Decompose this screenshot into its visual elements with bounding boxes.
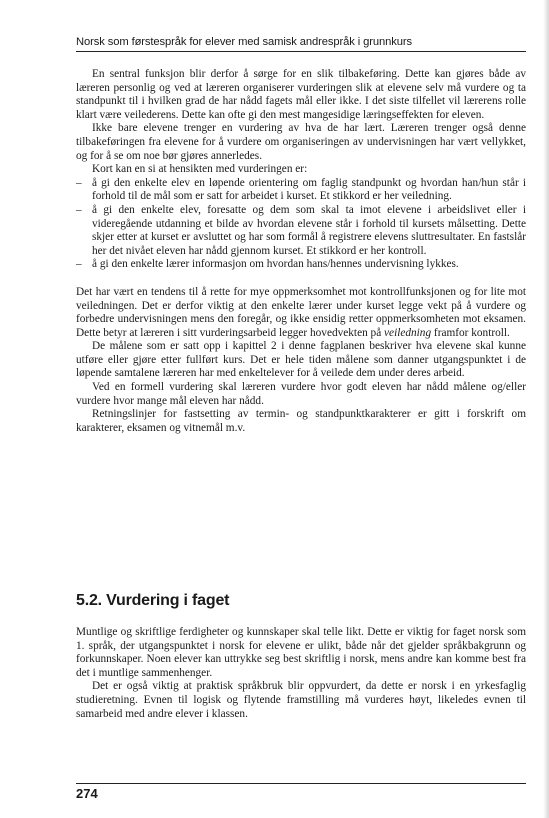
list-dash: – xyxy=(76,176,82,189)
list-item-text: å gi den enkelte elev en løpende orientering om faglig standpunkt og hvordan han/hun står i forhold til de mål som er satt for arbeidet i kurset. Et stikkord er her veiledning. xyxy=(92,176,526,203)
list-item-text: å gi den enkelte elev, foresatte og dem som skal ta imot elevene i arbeidslivet eller i videregående utdanning et bilde av hvordan elevene står i forhold til kursets målsetting. Dette skjer etter at kurset er avsluttet og har som formål å registrere elevens sluttresultater. En fastslår her det nivået eleven har nådd gjennom kurset. Et stikkord er her kontroll. xyxy=(92,203,526,257)
paragraph: Ikke bare elevene trenger en vurdering av hva de har lært. Læreren trenger også denne tilbakeføringen fra elevene for å vurdere om organiseringen av undervisningen har vært vellykket, og for å se om noe bør gjøres annerledes. xyxy=(76,122,526,162)
paragraph: De målene som er satt opp i kapittel 2 i denne fagplanen beskriver hva elevene skal kunne utføre eller gjøre etter fullført kurs. Det er hele tiden målene som danner utgangspunktet i de løpende samtalene læreren har med enkeltelever for å veilede dem under deres arbeid. xyxy=(76,340,526,380)
list-item xyxy=(76,204,526,258)
paragraph: Muntlige og skriftlige ferdigheter og kunnskaper skal telle likt. Dette er viktig for faget norsk som 1. språk, der utgangspunktet i norsk for elevene er ulikt, både når det gjelder språkbakgrunn og forkunnskaper. Noen elever kan uttrykke seg best skriftlig i norsk, mens andre kan komme best fra det i muntlige sammenhenger. xyxy=(76,626,526,679)
section-body-assessment xyxy=(76,68,526,435)
paragraph: Kort kan en si at hensikten med vurderingen er: xyxy=(92,163,308,176)
paragraph-gap xyxy=(76,272,526,286)
paragraph: Retningslinjer for fastsetting av termin- og standpunktkarakterer er gitt i forskrift om karakterer, eksamen og vitnemål m.v. xyxy=(76,408,526,434)
paragraph: En sentral funksjon blir derfor å sørge for en slik tilbakeføring. Dette kan gjøres både av læreren personlig og ved at læreren organiserer vurderingen slik at elevene selv må vurdere og ta standpunkt til i hvilken grad de har nådd fagets mål eller ikke. I det siste tilfellet vil lærerens rolle klart være veilederens. Dette kan ofte gi den mest mangesidige læringseffekten for eleven. xyxy=(76,68,526,121)
list-dash: – xyxy=(76,258,82,271)
paragraph-text: Det har vært en tendens til å rette for mye oppmerksomhet mot kontrollfunksjonen og for lite mot veiledningen. Det er derfor viktig at den enkelte lærer under kurset legge vekt på å vurdere og forbedre undervisningen mens den foregår, og ikke ensidig retter oppmerksomheten mot eksamen. Dette betyr at læreren i sitt vurderingsarbeid legger hovedvekten på xyxy=(76,285,526,339)
emphasis-veiledning: veiledning xyxy=(384,326,432,339)
header-rule xyxy=(76,51,526,52)
paragraph: Det er også viktig at praktisk språkbruk blir oppvurdert, da dette er norsk i en yrkesfaglig studieretning. Evnen til logisk og flytende framstilling må vurderes høyt, likeledes evnen til samarbeid med andre elever i klassen. xyxy=(76,680,526,720)
footer-rule xyxy=(76,783,526,784)
list-item-text: å gi den enkelte lærer informasjon om hvordan hans/hennes undervisning lykkes. xyxy=(92,258,459,271)
page-number: 274 xyxy=(76,786,98,801)
section-body-subject-assessment xyxy=(76,626,526,721)
page-edge-shadow xyxy=(543,0,549,818)
section-heading: 5.2. Vurdering i faget xyxy=(76,592,230,609)
paragraph: Ved en formell vurdering skal læreren vurdere hvor godt eleven har nådd målene og/eller vurdere hvor mange mål eleven har nådd. xyxy=(76,381,526,407)
list-item xyxy=(76,258,526,272)
list-item xyxy=(76,177,526,204)
paragraph xyxy=(76,286,526,340)
paragraph-text: framfor kontroll. xyxy=(431,326,510,339)
list-dash: – xyxy=(76,203,82,216)
purpose-list xyxy=(76,177,526,272)
running-header: Norsk som førstespråk for elever med samisk andrespråk i grunnkurs xyxy=(76,36,412,48)
